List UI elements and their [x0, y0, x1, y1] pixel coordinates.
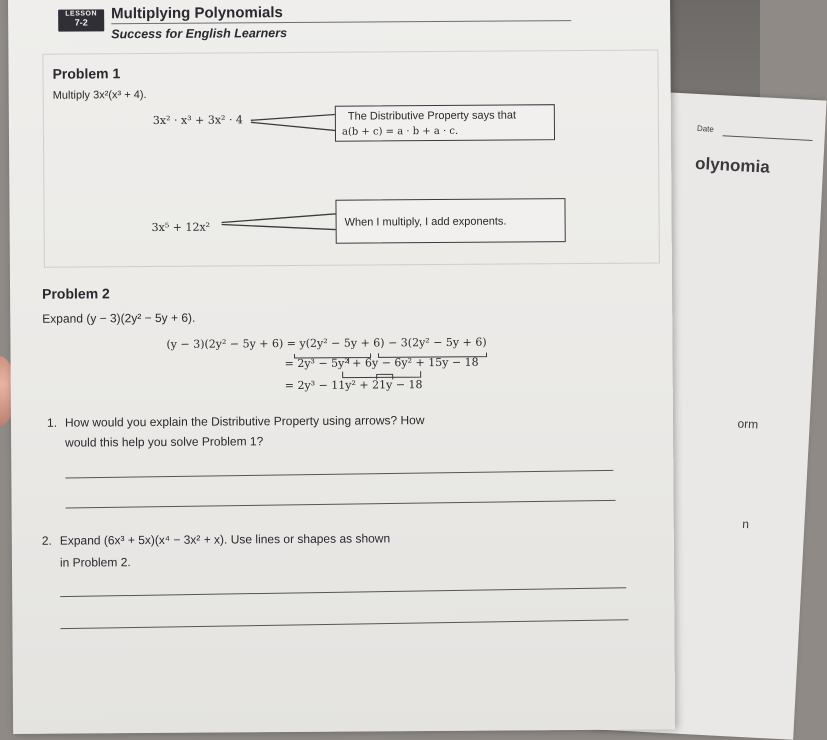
problem2-line3: = 2y³ − 11y² + 21y − 18	[284, 378, 423, 393]
page-subtitle: Success for English Learners	[111, 26, 288, 42]
problem1-heading: Problem 1	[52, 65, 121, 82]
date-line	[723, 135, 813, 141]
answer-line	[60, 619, 628, 629]
back-page-fragment: orm	[737, 416, 759, 432]
callout1-line1: The Distributive Property says that	[347, 109, 517, 123]
callout1-line2: a(b + c) = a · b + a · c.	[341, 125, 459, 138]
worksheet-page	[8, 0, 675, 734]
problem2-line2: = 2y³ − 5y² + 6y − 6y² + 15y − 18	[284, 355, 479, 371]
page-title: Multiplying Polynomials	[111, 4, 283, 23]
question2-line2: in Problem 2.	[59, 555, 131, 570]
lesson-badge	[58, 9, 104, 31]
problem1-prompt: Multiply 3x²(x³ + 4).	[52, 89, 147, 102]
question1-number: 1.	[46, 415, 58, 430]
back-page-heading: olynomia	[694, 153, 771, 177]
callout2-connector	[219, 204, 339, 235]
answer-line	[66, 500, 616, 509]
question1-line2: would this help you solve Problem 1?	[65, 434, 264, 450]
problem2-line1: (y − 3)(2y² − 5y + 6) = y(2y² − 5y + 6) − 3(2y² − 5y + 6)	[166, 335, 487, 351]
lesson-tag: LESSON	[65, 10, 98, 18]
back-page-fragment: n	[741, 516, 750, 532]
callout-exponents	[335, 198, 565, 244]
problem1-step2: 3x⁵ + 12x²	[151, 220, 211, 235]
question2-line1: Expand (6x³ + 5x)(x⁴ − 3x² + x). Use lines or shapes as shown	[59, 531, 391, 548]
problem1-step1: 3x² · x³ + 3x² · 4	[152, 113, 243, 127]
problem2-heading: Problem 2	[42, 285, 110, 302]
answer-line	[65, 470, 613, 479]
question1-line1: How would you explain the Distributive Property using arrows? How	[64, 413, 425, 430]
question2-number: 2.	[41, 533, 52, 548]
lesson-number: 7-2	[74, 17, 88, 28]
callout-distributive	[335, 104, 555, 142]
answer-line	[60, 587, 626, 597]
date-label: Date	[696, 123, 715, 134]
callout2-text: When I multiply, I add exponents.	[344, 215, 507, 229]
problem2-prompt: Expand (y − 3)(2y² − 5y + 6).	[42, 310, 196, 326]
